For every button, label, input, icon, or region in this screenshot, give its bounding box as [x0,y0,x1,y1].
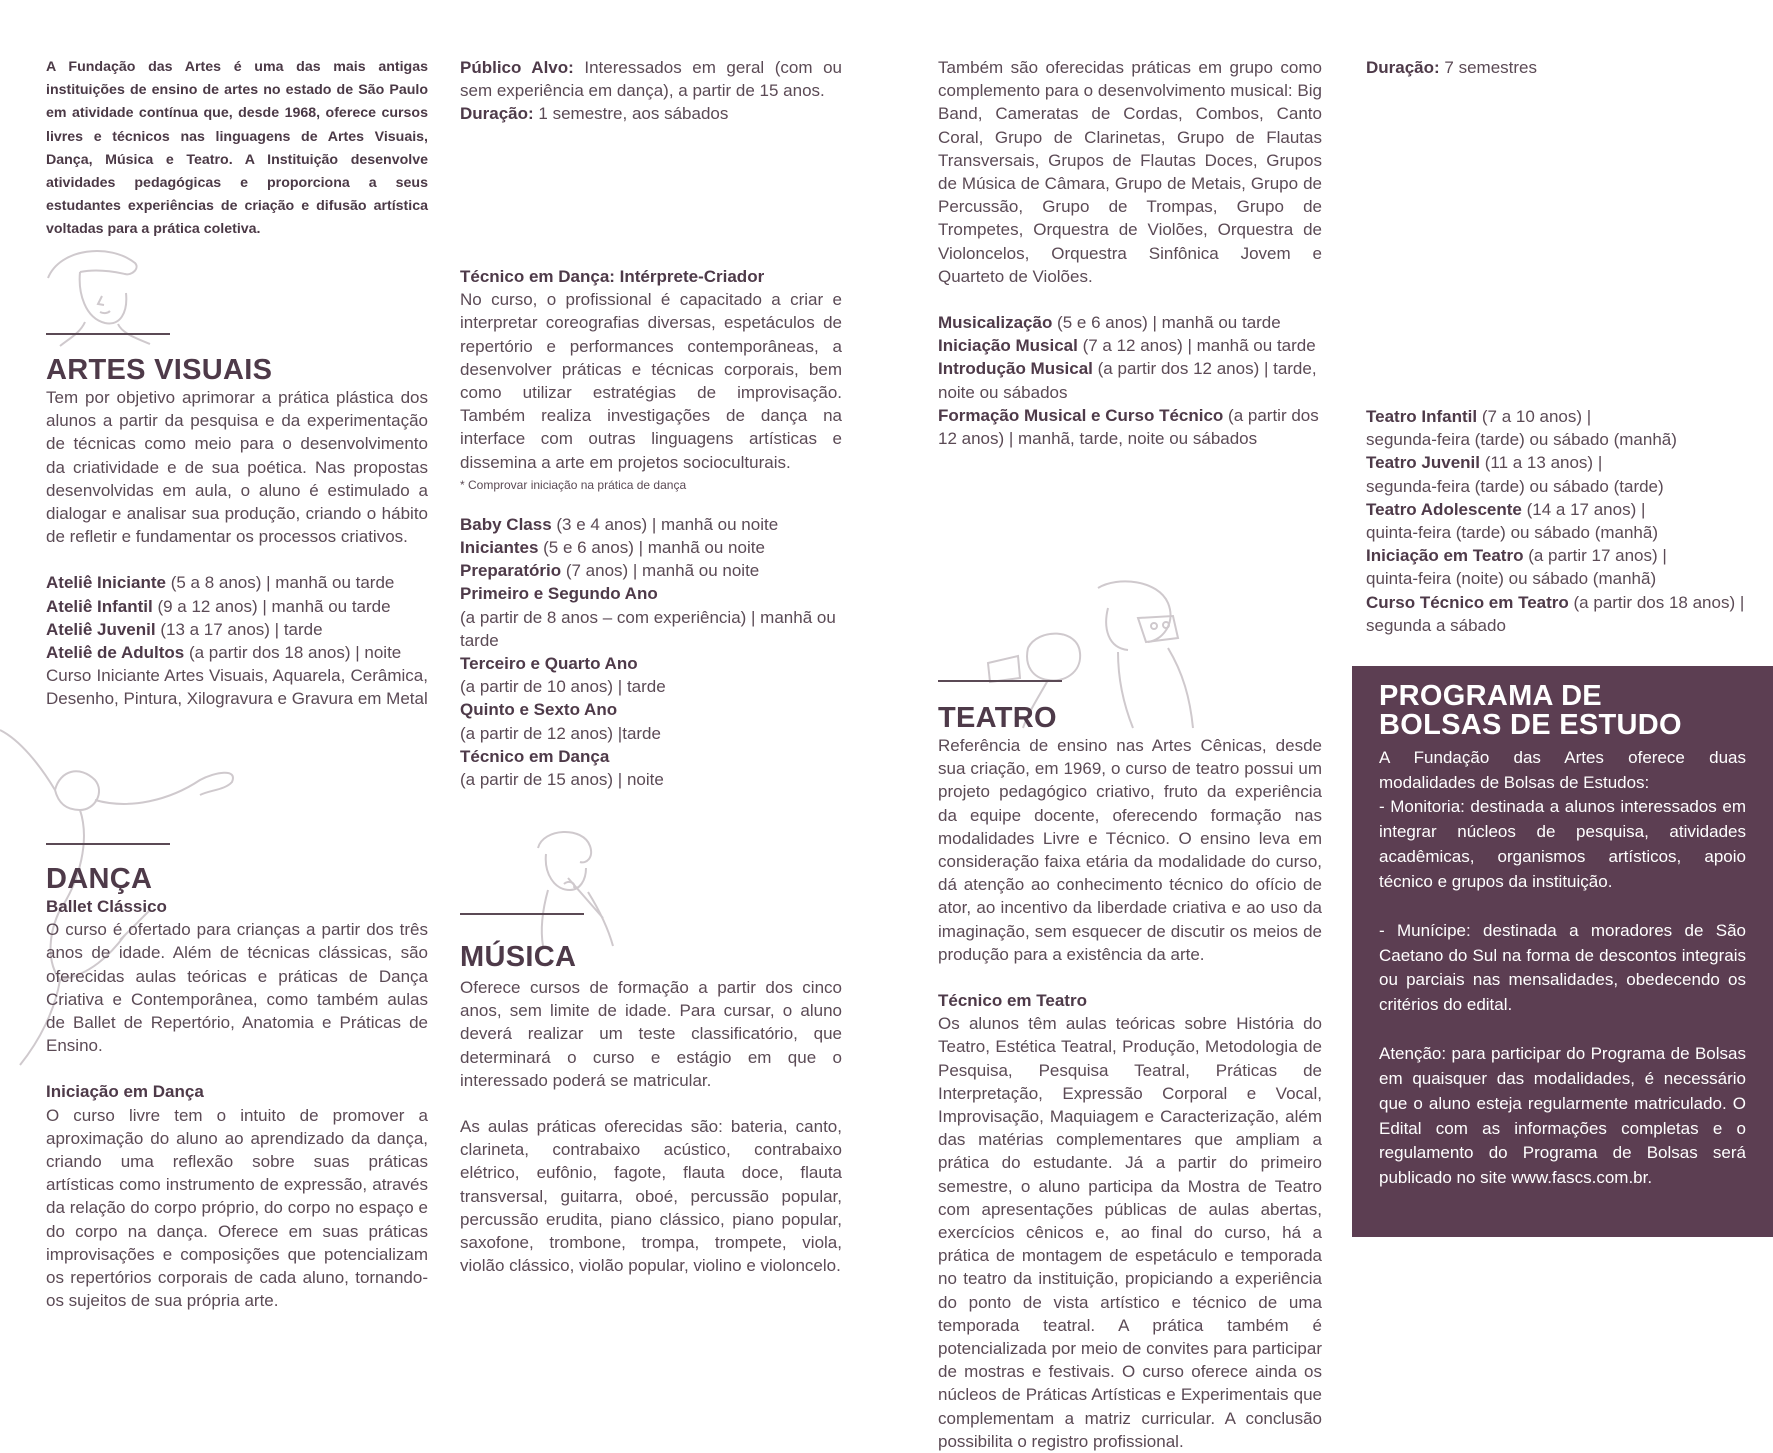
danca-publico: Público Alvo: Interessados em geral (com ou sem experiência em dança), a partir de 15 anos. [460,58,842,101]
teatro-heading: TEATRO [938,702,1057,734]
list-item: Teatro Infantil (7 a 10 anos) | [1366,407,1592,426]
list-item: Iniciantes (5 e 6 anos) | manhã ou noite [460,538,765,558]
list-item: segunda a sábado [1366,615,1506,635]
artes-visuais-rule [46,333,170,335]
intro-paragraph: A Fundação das Artes é uma das mais antigas instituições de ensino de artes no estado de São Paulo em atividade contínua que, desde 1968, oferece cursos livres e técnicos nas linguagens de Artes Visuais, Dança, Música e Teatro. A Instituição desenvolve atividades pedagógicas e proporciona a seus estudantes experiências de criação e difusão artística voltadas para a prática coletiva. [46,59,428,238]
iniciacao-danca-title: Iniciação em Dança [46,1082,204,1102]
tecnico-danca [460,265,842,791]
list-item: Musicalização (5 e 6 anos) | manhã ou tarde [938,313,1281,333]
bolsas-panel [1352,666,1773,1237]
list-item: Terceiro e Quarto Ano [460,654,638,674]
list-item: Formação Musical e Curso Técnico (a partir dos 12 anos) | manhã, tarde, noite ou sábados [938,405,1319,449]
list-item: (a partir de 10 anos) | tarde [460,677,666,697]
list-item: Ateliê Iniciante (5 a 8 anos) | manhã ou tarde [46,573,395,593]
list-item: Iniciação em Teatro (a partir 17 anos) | [1366,546,1667,566]
musica-continued [938,56,1322,450]
artes-visuais-section [46,386,428,711]
tecnico-teatro-title: Técnico em Teatro [938,991,1087,1011]
danca-heading: DANÇA [46,863,153,895]
musica-heading: MÚSICA [460,941,577,973]
danca-duracao: Duração: 1 semestre, aos sábados [460,104,729,124]
teatro-section [938,734,1322,1451]
musica-grupos: Também são oferecidas práticas em grupo como complemento para o desenvolvimento musical: Big Band, Cameratas de Cordas, Combos, Canto Coral, Grupo de Clarinetas, Grupo de Flautas Transversais, Grupos de Flautas Doces, Grupos de Música de Câmara, Grupo de Metais, Grupo de Percussão, Grupo de Trompas, Grupo de Trompetes, Orquestra de Violões, Orquestra de Violoncelos, Orquestra Sinfônica Jovem e Quarteto de Violões. [938,58,1322,286]
ballet-title: Ballet Clássico [46,897,167,916]
bolsas-monitoria: - Monitoria: destinada a alunos interessados em integrar núcleos de pesquisa, atividades acadêmicas, organismos artísticos, apoio técnico e grupos da instituição. [1379,797,1746,891]
teatro-continued [1366,56,1751,79]
teatro-rule [938,680,1062,682]
artes-visuais-body: Tem por objetivo aprimorar a prática plástica dos alunos a partir da pesquisa e da experimentação de técnicas como meio para o desenvolvimento da criatividade e de sua poética. Nas propostas desenvolvidas em aula, o aluno é estimulado a dialogar e analisar sua produção, criando o hábito de refletir e fundamentar os processos criativos. [46,388,428,547]
list-item: Ateliê Infantil (9 a 12 anos) | manhã ou tarde [46,596,391,616]
bolsas-text [1379,746,1746,1191]
list-item: Iniciação Musical (7 a 12 anos) | manhã ou tarde [938,336,1316,356]
bolsas-heading: PROGRAMA DE BOLSAS DE ESTUDO [1379,680,1682,741]
bolsas-intro: A Fundação das Artes oferece duas modalidades de Bolsas de Estudos: [1379,748,1746,792]
portrait-illustration [40,238,160,348]
list-item: quinta-feira (tarde) ou sábado (manhã) [1366,523,1658,543]
list-item: Teatro Adolescente (14 a 17 anos) | [1366,499,1646,519]
musica-schedule [938,311,1322,450]
list-item: Teatro Juvenil (11 a 13 anos) | [1366,453,1603,473]
list-item: Curso Técnico em Teatro (a partir dos 18 anos) | [1366,592,1745,612]
teatro-duracao: Duração: 7 semestres [1366,58,1537,77]
list-item: (a partir de 8 anos – com experiência) | manhã ou tarde [460,607,836,650]
list-item: (a partir de 12 anos) |tarde [460,723,661,743]
list-item: Introdução Musical (a partir dos 12 anos) | tarde, noite ou sábados [938,359,1317,402]
list-item: Baby Class (3 e 4 anos) | manhã ou noite [460,514,779,534]
danca-section [46,895,428,1311]
musica-rule [460,913,584,915]
tecnico-danca-title: Técnico em Dança: Intérprete-Criador [460,267,765,286]
ballet-body: O curso é ofertado para crianças a partir dos três anos de idade. Além de técnicas clássicas, são oferecidas aulas teóricas e práticas de Dança Criativa e Contemporânea, como também aulas de Ballet de Repertório, Anatomia e Práticas de Ensino. [46,920,428,1056]
list-item: Ateliê Juvenil (13 a 17 anos) | tarde [46,619,323,639]
danca-continued [460,56,842,126]
tecnico-teatro-body: Os alunos têm aulas teóricas sobre História do Teatro, Estética Teatral, Produção, Metodologia de Pesquisa, Pesquisa Teatral, Práticas de Interpretação, Expressão Corporal e Vocal, Improvisação, Maquiagem e Caracterização, além das matérias complementares que ampliam a prática do estudante. Já a partir do primeiro semestre, o aluno participa da Mostra de Teatro com apresentações públicas de aulas abertas, exercícios cênicos e, ao final do curso, há a prática de montagem de espetáculo e temporada no teatro da instituição, propiciando a experiência do ponto de vista artístico e técnico de uma temporada teatral. A prática também é potencializada por meio de convites para participar de mostras e festivais. O curso oferece ainda os núcleos de Práticas Artísticas e Experimentais que complementam a matriz curricular. A conclusão possibilita o registro profissional. [938,1014,1322,1451]
list-item: quinta-feira (noite) ou sábado (manhã) [1366,569,1657,589]
list-item: Quinto e Sexto Ano [460,700,618,720]
tecnico-danca-body: No curso, o profissional é capacitado a criar e interpretar coreografias diversas, espetáculos de repertório e performances contemporâneas, a desenvolver práticas e técnicas corporais, bem como utilizar estratégias de improvisação. Também realiza investigações de dança na interface com outras linguagens artísticas e dissemina a arte em projetos socioculturais. [460,290,842,472]
danca-rule [46,843,170,845]
list-item: Técnico em Dança [460,746,610,766]
list-item: Primeiro e Segundo Ano [460,584,658,604]
list-item: Preparatório (7 anos) | manhã ou noite [460,561,760,581]
artes-visuais-heading: ARTES VISUAIS [46,354,273,386]
musica-body: Oferece cursos de formação a partir dos cinco anos, sem limite de idade. Para cursar, o aluno deverá realizar um teste classificatório, que determinará o curso e estágio em que o interessado poderá se matricular. [460,978,842,1090]
musica-aulas: As aulas práticas oferecidas são: bateria, canto, clarineta, contrabaixo acústico, contrabaixo elétrico, eufônio, fagote, flauta doce, flauta transversal, guitarra, oboé, percussão popular, percussão erudita, piano clássico, piano popular, saxofone, trombone, trompa, trompete, viola, violão clássico, violão popular, violino e violoncelo. [460,1117,842,1276]
list-item: Ateliê de Adultos (a partir dos 18 anos) | noite [46,643,402,663]
list-item: segunda-feira (tarde) ou sábado (manhã) [1366,430,1677,450]
danca-schedule [460,513,842,791]
iniciacao-danca-body: O curso livre tem o intuito de promover a aproximação do aluno ao aprendizado da dança, criando uma reflexão sobre suas práticas artísticas como instrumento de expressão, através da relação do corpo próprio, do corpo no espaço e do corpo na dança. Oferece em suas práticas improvisações e composições que potencializam os repertórios corporais de cada aluno, tornando-os sujeitos de sua própria arte. [46,1105,428,1311]
bolsas-atencao: Atenção: para participar do Programa de Bolsas em quaisquer das modalidades, é necessário que o aluno esteja regularmente matriculado. O Edital com as informações completas e o regulamento do Programa de Bolsas será publicado no site www.fascs.com.br. [1379,1044,1746,1187]
danca-note: * Comprovar iniciação na prática de dança [460,477,687,492]
bolsas-municipe: - Munícipe: destinada a moradores de São Caetano do Sul na forma de descontos integrais ou parciais nas mensalidades, obedecendo os critérios do edital. [1379,920,1746,1015]
artes-visuais-extra: Curso Iniciante Artes Visuais, Aquarela, Cerâmica, Desenho, Pintura, Xilogravura e Gravura em Metal [46,666,428,709]
teatro-schedule [1366,405,1751,637]
musica-section [460,976,842,1276]
list-item: (a partir de 15 anos) | noite [460,770,664,790]
teatro-body: Referência de ensino nas Artes Cênicas, desde sua criação, em 1969, o curso de teatro possui um projeto pedagógico criativo, fruto da experiência da equipe docente, oferecendo formação nas modalidades Livre e Técnico. O ensino leva em consideração faixa etária da modalidade do curso, dá atenção ao conhecimento técnico do ofício de ator, ao incentivo da liberdade criativa e ao uso da imaginação, sem esquecer de discutir os meios de produção para a existência da arte. [938,736,1322,964]
teatro-schedule-list [1366,405,1751,637]
list-item: segunda-feira (tarde) ou sábado (tarde) [1366,476,1664,496]
flutist-illustration [528,828,618,948]
artes-visuais-courses [46,571,428,664]
